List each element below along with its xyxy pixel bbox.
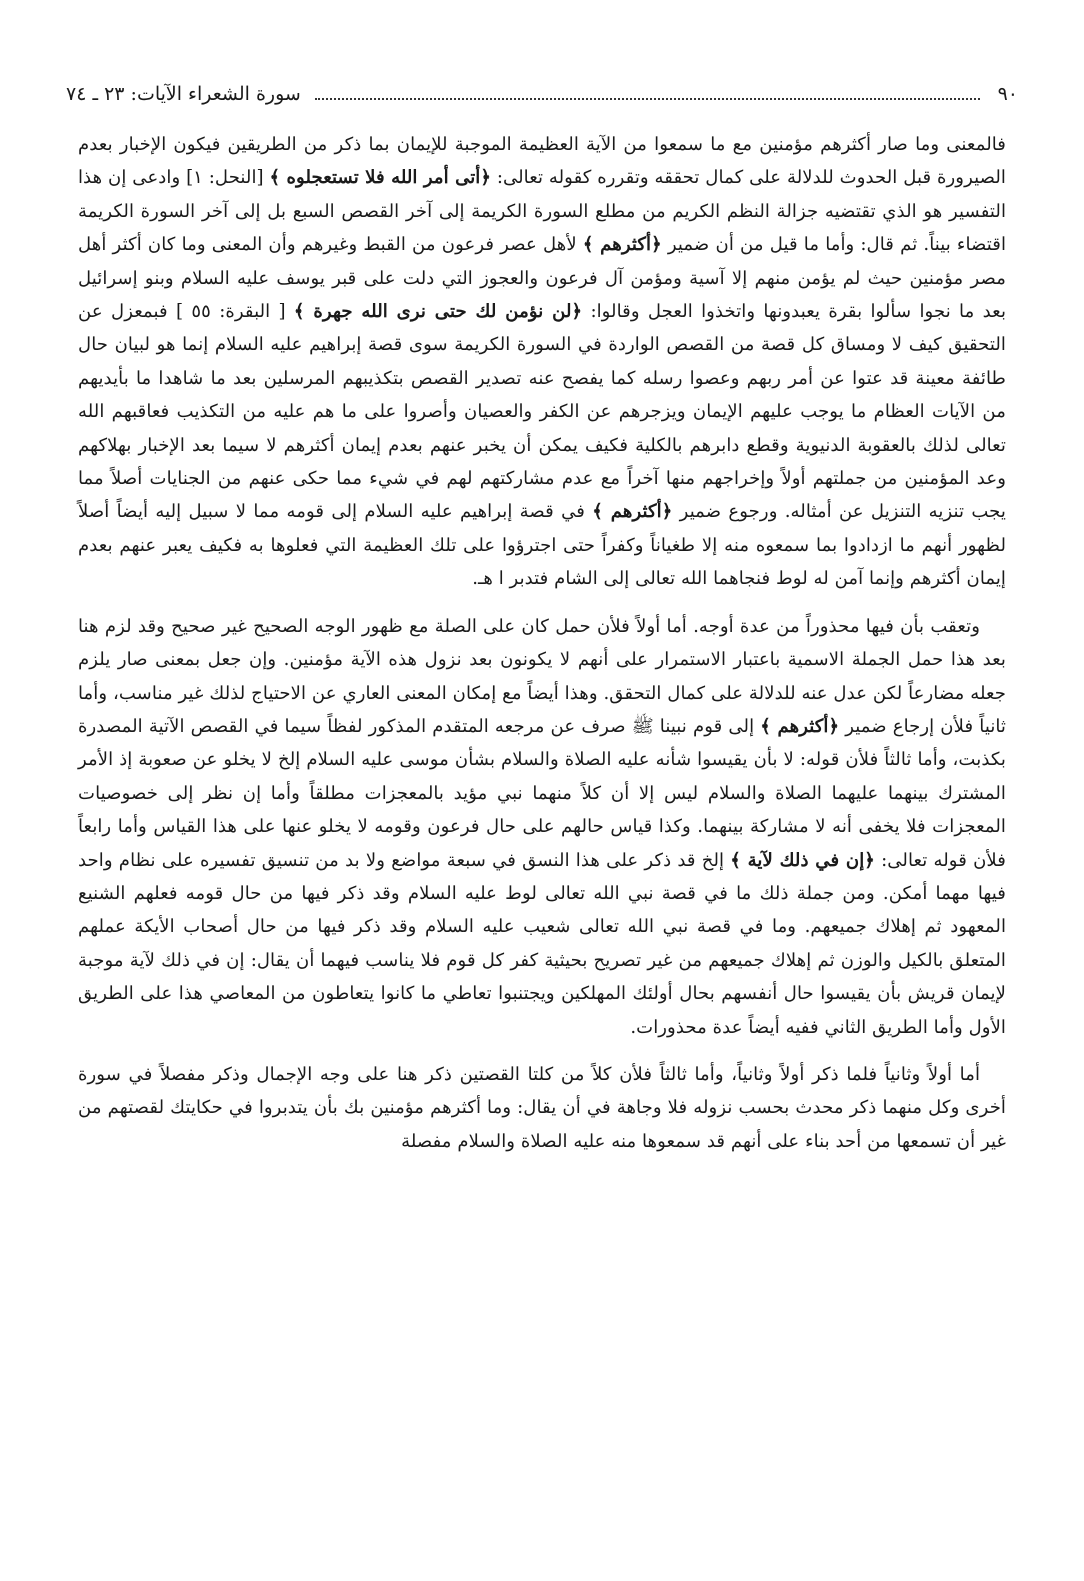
quran-verse: ﴿أكثرهم ﴾ <box>582 234 662 256</box>
paragraph <box>78 128 1006 596</box>
text-segment: فالمعنى وما صار أكثرهم مؤمنين مع ما سمعوا من الآية العظيمة الموجبة للإيمان بما ذكر من الطريقين فيكون الإخبار بعدم الصيرورة قبل الحدوث للدلالة على كمال تحققه وتقرره كقوله تعالى: <box>78 134 1006 189</box>
body-text <box>78 128 1006 1158</box>
text-segment: إلخ قد ذكر على هذا النسق في سبعة مواضع ولا بد من تنسيق تفسيره على نظام واحد فيها مهما أمكن. ومن جملة ذلك ما في قصة نبي الله تعالى لوط عليه السلام وقد ذكر فيها من حال قومه فعلهم الشنيع المعهود ثم إهلاك جميعهم. وما في قصة نبي الله تعالى شعيب عليه السلام وقد ذكر فيها من حال أصحاب الأيكة عملهم المتعلق بالكيل والوزن ثم إهلاك جميعهم من غير تصريح بحيثية كفر كل قوم فلا يناسب فيهما أن يقال: إن في ذلك لآية موجبة لإيمان قريش بأن يقيسوا حال أنفسهم بحال أولئك المهلكين ويجتنبوا تعاطي ما كانوا يتعاطون من المعاصي هذا على الطريق الأول وأما الطريق الثاني ففيه أيضاً عدة محذورات. <box>78 849 1006 1038</box>
text-segment: أما أولاً وثانياً فلما ذكر أولاً وثانياً، وأما ثالثاً فلأن كلاً من كلتا القصتين ذكر هنا على وجه الإجمال وذكر مفصلاً في سورة أخرى وكل منهما ذكر محدث بحسب نزوله فلا وجاهة في أن يقال: وما أكثرهم مؤمنين بك بأن يتدبروا في حكايتك لقصتهم من غير أن تسمعها من أحد بناء على أنهم قد سمعوها منه عليه الصلاة والسلام مفصلة <box>78 1063 1006 1152</box>
chapter-title: سورة الشعراء الآيات: ٢٣ ـ ٧٤ <box>66 83 301 105</box>
text-segment: في قصة إبراهيم عليه السلام إلى قومه مما لا سبيل إليه أيضاً أصلاً لظهور أنهم ما ازدادوا بما سمعوه منه إلا طغياناً وكفراً حتى اجترؤوا على تلك العظيمة التي فعلوها به فكيف يعبر عنهم بعدم إيمان أكثرهم وإنما آمن له لوط فنجاهما الله تعالى إلى الشام فتدبر ا هـ. <box>78 501 1006 590</box>
paragraph <box>78 1058 1006 1158</box>
text-segment: لأهل عصر فرعون من القبط وغيرهم وأن المعنى وما كان أكثر أهل مصر مؤمنين حيث لم يؤمن منهم إلا آسية ومؤمن آل فرعون والعجوز التي دلت على قبر يوسف عليه السلام وبنو إسرائيل بعد ما نجوا سألوا بقرة يعبدونها واتخذوا العجل وقالوا: <box>78 234 1007 323</box>
text-segment: [النحل: ١] وادعى إن هذا التفسير هو الذي تقتضيه جزالة النظم الكريم من مطلع السورة الكريمة إلى آخر القصص السبع بل إلى آخر السورة الكريمة اقتضاء بيناً. ثم قال: وأما ما قيل من أن ضمير <box>78 167 1006 256</box>
quran-verse: ﴿أكثرهم ﴾ <box>592 501 673 523</box>
text-segment: وتعقب بأن فيها محذوراً من عدة أوجه. أما أولاً فلأن حمل كان على الصلة مع ظهور الوجه الصحيح غير صحيح وقد لزم هنا بعد هذا حمل الجملة الاسمية باعتبار الاستمرار على أنهم لا يكونون بعد نزول هذه الآية مؤمنين. وإن جعل بمعنى صار يلزم جعله مضارعاً لكن عدل عنه للدلالة على كمال التحقق. وهذا أيضاً مع إمكان المعنى العاري عن الاحتياج لذلك غير مناسب، وأما ثانياً فلأن إرجاع ضمير <box>78 615 1006 737</box>
text-segment: إلى قوم نبينا ﷺ صرف عن مرجعه المتقدم المذكور لفظاً سيما في القصص الآتية المصدرة بكذبت، وأما ثالثاً فلأن قوله: لا بأن يقيسوا شأنه عليه الصلاة والسلام بشأن موسى عليه السلام إلخ لا يخلو عن صعوبة إذ الأمر المشترك بينهما عليهما الصلاة والسلام ليس إلا أن كلاً منهما نبي مؤيد بالمعجزات مطلقاً وأما إن نظر إلى خصوصيات المعجزات فلا يخفى أنه لا مشاركة بينهما. وكذا قياس حالهم على حال فرعون وقومه لا يخلو عنها على هذا القياس وأما رابعاً فلأن قوله تعالى: <box>78 715 1006 871</box>
header-dot-leader <box>315 97 980 100</box>
quran-verse: ﴿أتى أمر الله فلا تستعجلوه ﴾ <box>269 167 491 189</box>
running-header <box>66 76 1018 106</box>
quran-verse: ﴿أكثرهم ﴾ <box>760 715 840 737</box>
page-number: ٩٠ <box>997 83 1018 105</box>
quran-verse: ﴿لن نؤمن لك حتى نرى الله جهرة ﴾ <box>293 301 583 323</box>
text-segment: [ البقرة: ٥٥ ] فبمعزل عن التحقيق كيف لا ومساق كل قصة من القصص الواردة في السورة الكريمة سوى قصة إبراهيم عليه السلام إنما هو لبيان حال طائفة معينة قد عتوا عن أمر ربهم وعصوا رسله كما يفصح عنه تصدير القصص بتكذيبهم المرسلين بعد ما شاهدا ما بأيديهم من الآيات العظام ما يوجب عليهم الإيمان ويزجرهم عن الكفر والعصيان وأصروا على ما هم عليه من التكذيب فعاقبهم الله تعالى لذلك بالعقوبة الدنيوية وقطع دابرهم بالكلية فكيف يمكن أن يخبر عنهم بعدم إيمان أكثرهم لا سيما بعد الإخبار بهلاكهم وعد المؤمنين من جملتهم أولاً وإخراجهم منها آخراً مع عدم مشاركتهم لهم في شيء مما حكى عنهم من الجنايات أصلاً مما يجب تنزيه التنزيل عن أمثاله. ورجوع ضمير <box>78 301 1006 523</box>
paragraph <box>78 610 1006 1044</box>
quran-verse: ﴿إن في ذلك لآية ﴾ <box>730 849 875 871</box>
